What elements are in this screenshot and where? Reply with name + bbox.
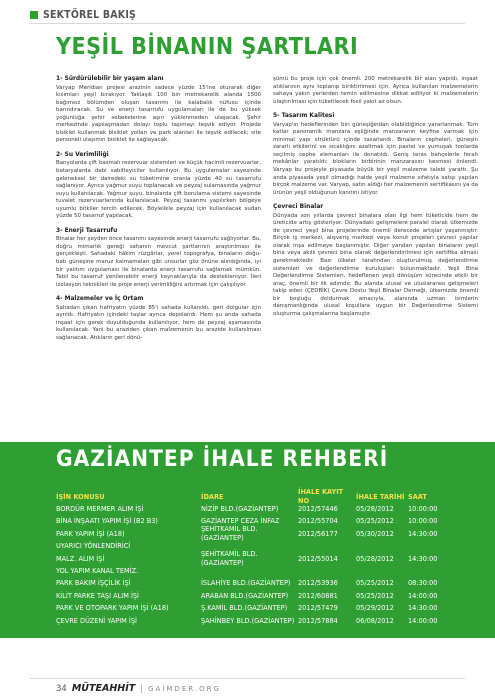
table-cell: 2012/56177 bbox=[298, 528, 338, 538]
section-heading: 3- Enerji Tasarrufu bbox=[56, 227, 118, 234]
column-header: SAAT bbox=[408, 491, 427, 501]
body-paragraph: Varyap Meridian projesi arazinin sadece yüzde 15'ine oturarak diğer kısımları yeşil bırakıyor. Yaklaşık 100 bin metrekarelik alanda 1500 bağımsız bölümden oluşan tasarımı ile kalabalık nüfusu içinde barındıracak. Su ve enerji tasarrufu uygulamaları ile de bu yüksek yoğunluğa şehir sebekelerine aşırı yüklenmeden ulaşacak. Şehir merkezinde yapılaşmadan dolayı toplu taşımayı teşvik ediyor. Projede bisiklet kullanmak bisiklet yolları ve park alanları ile teşvik edilecek; site personeli ulaşımın bisiklet ile sağlayacak. bbox=[56, 84, 261, 144]
table-row bbox=[56, 549, 456, 568]
body-paragraph: Dünyada son yıllarda çevreci binalara olan ilgi hem tüketicide hem de üreticide artış gösteriyor. Dünyadaki gelişmelere paralel olarak ülkemizde de çevreci yeşil bina projelerinde önemli derecede artışlar yaşanmıştır. Birçok iş merkezi, alışveriş merkezi veya konut projeleri çevreci yapılar olarak inşa edilmeye başlanmıştır. Diğer yandan yapılan binaların yeşil bina veya akıllı çevreci bina olarak değerlendirilmesi için sertifika alması gerekmektedir. Bazı ülkeler tarafından oluşturulmuş değerlendirme sistemleri ve değerlendirme kuruluşları bulunmaktadır. Yeşil Bina Değerlendirme Sistemleri, hedeflenen yeşil dönüşüm sürecinde etkili bir araç, önemli bir ilk adımdır. Bu alanda ulusal ve uluslararası gelişmeleri takip eden (ÇEDBİK) Çevre Dostu Yeşil Binalar Derneği, ülkemizde önemli bir boşluğu doldurmak amacıyla, alanında uzman isimlerin danışmanlığında ulusal koşullara uygun bir Değerlendirme Sistemi oluşturma çalışmalarına başlamıştır. bbox=[273, 212, 478, 317]
column-header: İDARE bbox=[201, 491, 224, 501]
body-paragraph: Varyap'ın hedeflerinden biri güneşiğindan olabildiğince yararlanmak. Tüm katlar panoramik manzara eşliğinde manzaranın keyfine varmak için minimal yapı strüktürü içinde tasarlandı. Binaların cepheleri, güneşin zararlı etkilerini ve sıcaklığını azaltmak için pastel ve yumuşak tonlarda seçilmiş cephe elemanları ile donatıldı. Geniş teras bahçelerle ferah mekânlar yaratıldı; blokların birbirinin manzarasını kesmesi önlendi. Varyap bu projeyle piyasada büyük bir yeşil malzeme talebi yarattı. Şu anda piyasada yeşil olmadığı halde yeşil malzeme sıfatıyla satışı yapılan birçok malzeme var. Varyap, satın aldığı her malzemenin sertifikasını ya da ürünün yeşil olduğunun kanıtını istiyor. bbox=[273, 121, 478, 196]
table-cell: 05/28/2012 bbox=[356, 553, 394, 563]
table-row bbox=[56, 502, 456, 514]
table-cell: 2012/53936 bbox=[298, 578, 338, 588]
section-heading: 4- Malzemeler ve İç Ortam bbox=[56, 296, 144, 303]
tender-guide-title: GAZİANTEP İHALE REHBERİ bbox=[56, 446, 389, 472]
table-cell: 05/30/2012 bbox=[356, 528, 394, 538]
footer bbox=[56, 683, 221, 694]
body-paragraph: Sahadan çıkan hafriyatın yüzde 85'i sahada kullanıldı, geri dolgular için ayrıldı. Hafriyatın içindeki taşlar ayrıca depolandı. Hem şu anda sahada inşaat için gerek duyulduğunda kullanılıyor, hem de peyzaj aşamasında kullanılacak. Yani bu araziden çıkan malzemenin bu arazide kullanılması sağlanacak. Atıkların geri dönü- bbox=[56, 304, 261, 341]
table-cell: İSLAHİYE BLD.(GAZİANTEP) bbox=[201, 578, 291, 588]
table-cell: 05/25/2012 bbox=[356, 590, 394, 600]
table-cell: YOL YAPIM KANAL TEMİZ. bbox=[56, 566, 139, 576]
column-header: İHALE TARİHİ bbox=[356, 491, 405, 501]
article-column-left bbox=[56, 76, 261, 350]
section-tag bbox=[30, 9, 136, 21]
article-title: YEŞİL BİNANIN ŞARTLARI bbox=[56, 34, 359, 60]
green-square-icon bbox=[30, 11, 38, 19]
top-divider bbox=[30, 23, 465, 24]
table-cell: Ş.KAMİL BLD.(GAZİANTEP) bbox=[201, 603, 288, 613]
tender-table-body bbox=[56, 502, 456, 626]
tender-table bbox=[56, 487, 456, 626]
table-cell: 10:00:00 bbox=[408, 504, 438, 514]
column-header: İŞİN KONUSU bbox=[56, 491, 105, 501]
table-cell: PARK YAPIM İŞİ (A18) bbox=[56, 528, 125, 538]
table-cell: 14:30:00 bbox=[408, 603, 438, 613]
table-cell: 2012/55704 bbox=[298, 516, 338, 526]
table-cell: 14:00:00 bbox=[408, 615, 438, 625]
table-cell: 14:30:00 bbox=[408, 528, 438, 538]
table-cell: 2012/57479 bbox=[298, 603, 338, 613]
section-label: SEKTÖREL BAKIŞ bbox=[43, 9, 137, 21]
article-column-right bbox=[273, 76, 478, 325]
footer-divider bbox=[30, 678, 465, 679]
section-heading: 5- Tasarım Kalitesi bbox=[273, 113, 335, 120]
table-cell: NİZİP BLD.(GAZİANTEP) bbox=[201, 504, 279, 514]
table-cell: ŞEHİTKAMİL BLD.(GAZİANTEP) bbox=[201, 549, 258, 568]
body-paragraph: Binalar her şeyden önce tasarımı sayesinde enerji tasarrufu sağlıyorlar. Bu, doğru mimarlık gereği sahanın mevcut şartlarının araştırılması ile gerçekleşti. Sahadaki hâkim rüzgârlar, yerel topografya, binaların doğu-batı güneşine maruz kalmamaları gibi unsurlar göz önüne alındığında, iyi bir yalıtım uygulaması ile binalarda enerji tasarrufu sağlamak mümkün. Tabii bu tasarruf yenilenebilir enerji kaynaklarıyla da destekleniyor. İleri izolasyon teknikleri ile proje enerji verimliliğini artırmak için çalışılıyor. bbox=[56, 236, 261, 288]
table-cell: 08:30:00 bbox=[408, 578, 438, 588]
table-cell: PARK BAKIM İŞÇİLİK İŞİ bbox=[56, 578, 131, 588]
table-row bbox=[56, 577, 456, 589]
table-row bbox=[56, 524, 456, 543]
table-cell: ŞAHİNBEY BLD.(GAZİANTEP) bbox=[201, 615, 295, 625]
column-header: İHALE KAYIT NO bbox=[298, 487, 344, 506]
table-cell: ÇEVRE DÜZENİ YAPIM İŞİ bbox=[56, 615, 137, 625]
body-paragraph: Banyolarda çift basmalı rezervuar sistemleri ve küçük hacimli rezervuarlar, bataryalarda debi sabitleyiciler kullanılıyor. Bu uygulamalar sayesinde geleneksel bir dairedeki su tüketimine oranla yüzde 40 su tasarrufu sağlanıyor. Ayrıca yağmur suyu toplanacak ve peyzaj sulamasında yağmur suyu kullanılacak. Yağmur suyu, binalarda çift borulama sistemi sayesinde tuvalet rezervuarlarında kullanılacak. Peyzaj tasarımı yapılırken bölgeye uyumlu bitkiler tercih edilecek. Böylelikle peyzaj için kullanılacak sudan yüzde 50 tasarruf yapılacak. bbox=[56, 160, 261, 220]
table-cell: 05/29/2012 bbox=[356, 603, 394, 613]
table-cell: 10:00:00 bbox=[408, 516, 438, 526]
table-cell: GAZİANTEP CEZA İNFAZ bbox=[201, 516, 280, 526]
table-cell: 2012/57446 bbox=[298, 504, 338, 514]
table-cell: 05/25/2012 bbox=[356, 578, 394, 588]
table-cell: 06/08/2012 bbox=[356, 615, 394, 625]
table-row bbox=[56, 602, 456, 614]
table-cell: PARK VE OTOPARK YAPIM İŞİ (A18) bbox=[56, 603, 169, 613]
section-heading: Çevreci Binalar bbox=[273, 204, 324, 211]
footer-separator: | bbox=[140, 683, 144, 694]
table-cell: 2012/60881 bbox=[298, 590, 338, 600]
table-row bbox=[56, 589, 456, 601]
website-link[interactable]: GAİMDER.ORG bbox=[148, 684, 221, 693]
table-cell: ŞEHİTKAMİL BLD.(GAZİANTEP) bbox=[201, 524, 258, 543]
tender-guide-band bbox=[0, 442, 495, 638]
table-cell: 14:30:00 bbox=[408, 553, 438, 563]
magazine-logo: MÜTEAHHİT bbox=[71, 683, 136, 694]
table-cell: 2012/57884 bbox=[298, 615, 338, 625]
table-cell: 2012/55014 bbox=[298, 553, 338, 563]
table-cell: 14:00:00 bbox=[408, 590, 438, 600]
body-paragraph: şümü bu proje için çok önemli. 200 metrekarelik bir alan yapıldı, inşaat atıklarının aynı toplanıp biriktirilmesi için. Ayrıca kullanılan malzemelerin sahaya yakın yerlerden temin edilmesine dikkat ediliyor ki malzemelerin ulaştırılması için tüketilecek fosil yakıt az olsun. bbox=[273, 76, 478, 105]
page-number: 34 bbox=[56, 683, 67, 694]
table-cell: 05/28/2012 bbox=[356, 504, 394, 514]
tender-table-header bbox=[56, 487, 456, 506]
table-cell: UYARICI YÖNLENDİRİCİ bbox=[56, 541, 131, 551]
table-cell: MALZ. ALIM İŞİ bbox=[56, 553, 105, 563]
section-heading: 1- Sürdürülebilir bir yaşam alanı bbox=[56, 76, 164, 82]
table-row bbox=[56, 614, 456, 626]
table-cell: BİNA İNŞAATI YAPIM İŞİ (B2 B3) bbox=[56, 516, 158, 526]
section-heading: 2- Su Verimliliği bbox=[56, 151, 109, 158]
table-cell: BORDÜR MERMER ALIM İŞİ bbox=[56, 504, 144, 514]
table-cell: KİLİT PARKE TAŞI ALIM İŞİ bbox=[56, 590, 139, 600]
table-cell: ARABAN BLD.(GAZİANTEP) bbox=[201, 590, 289, 600]
table-cell: 05/25/2012 bbox=[356, 516, 394, 526]
